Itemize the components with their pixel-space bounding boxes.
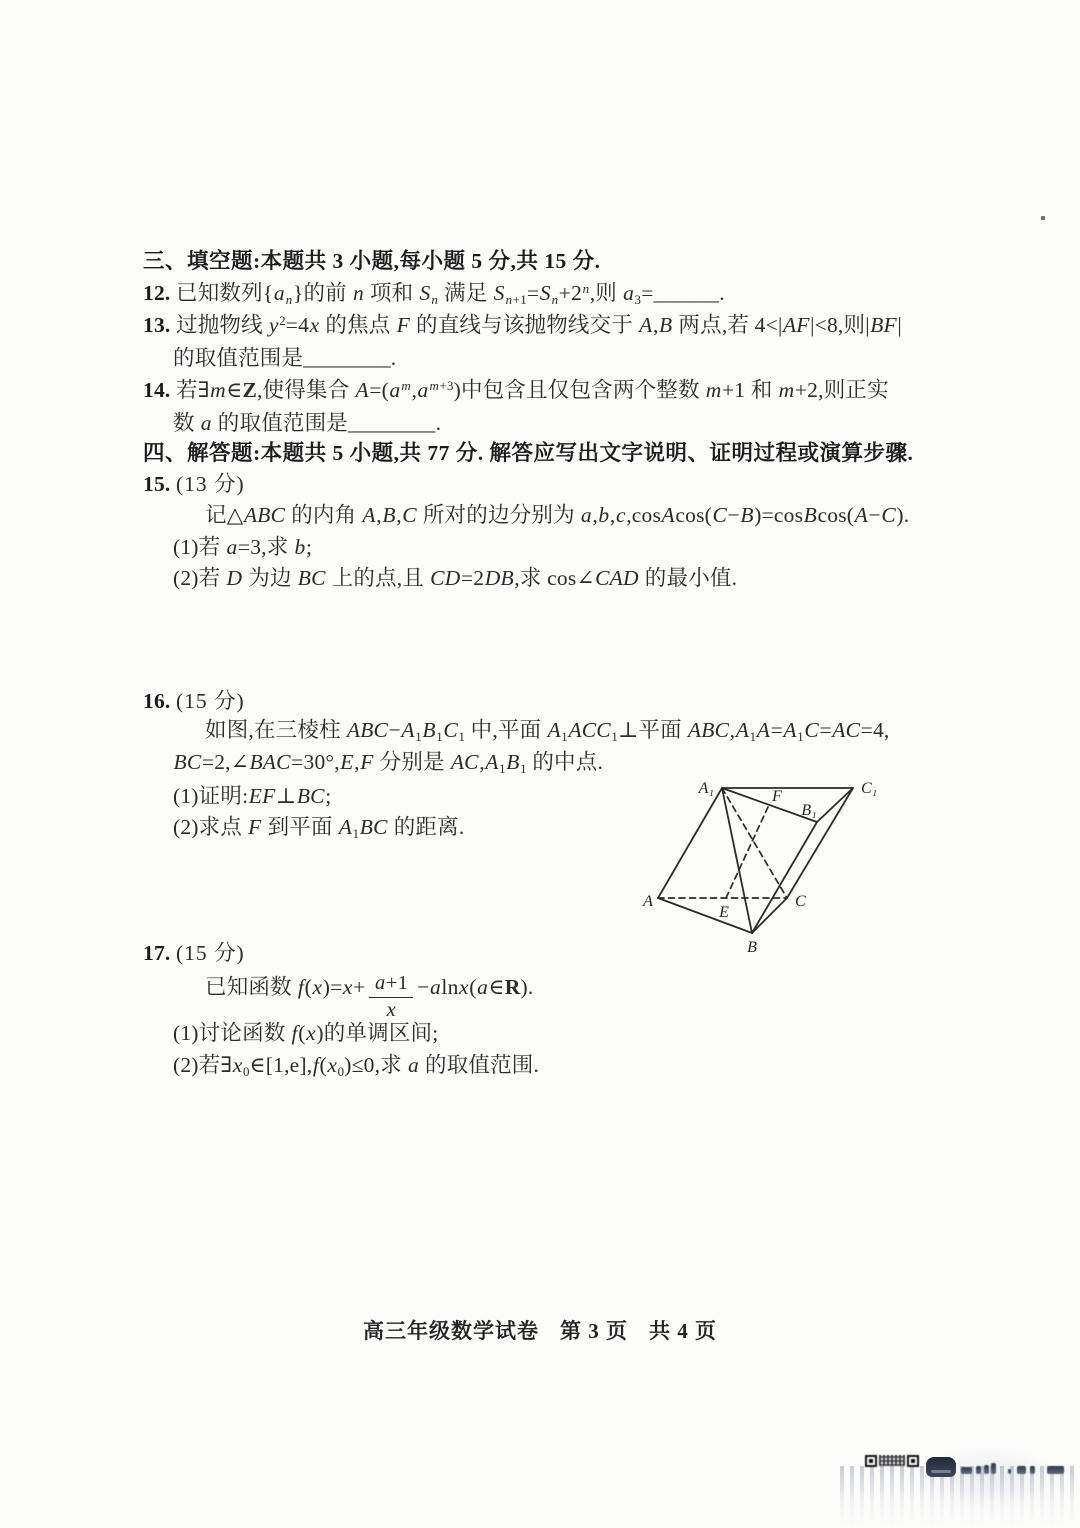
fraction	[369, 972, 413, 1022]
vertex-label-E: E	[719, 904, 729, 921]
edge-AB	[658, 898, 752, 933]
vertex-label-C1: C₁	[861, 780, 878, 797]
question-14-line-1	[143, 377, 889, 404]
question-14-line-2: 数 a 的取值范围是________.	[173, 411, 442, 435]
qr-finder-left	[865, 1455, 877, 1467]
qr-code-icon	[865, 1454, 919, 1467]
watermark-region	[840, 1430, 1080, 1528]
question-17-number: 17.	[143, 941, 171, 965]
question-13-number: 13.	[143, 313, 171, 337]
blur-mark	[1047, 1466, 1064, 1474]
question-16-part-2: (2)求点 F 到平面 $A_1BC$ 的距离.	[173, 815, 465, 841]
formula-prefix: 已知函数 f(x)=x+	[205, 975, 366, 1000]
edge-B1B	[752, 822, 817, 933]
question-15-intro: 记△ABC 的内角 A,B,C 所对的边分别为 a,b,c,cosAcos(C−B)=cosBcos(A−C).	[205, 503, 910, 527]
footer-exam-title: 高三年级数学试卷	[363, 1319, 539, 1343]
question-17-points: (15 分)	[176, 941, 245, 965]
question-15-number: 15.	[143, 472, 171, 496]
blur-mark	[1030, 1466, 1035, 1474]
edge-A1A	[658, 788, 722, 898]
question-15-part-1: (1)若 a=3,求 b;	[173, 535, 313, 559]
question-16-heading	[143, 688, 245, 715]
fraction-denominator: x	[386, 998, 396, 1021]
exam-content	[143, 0, 973, 1300]
question-12-text: 已知数列$\{a_n\}$的前 n 项和 $S_n$ 满足 $S_{n+1}=S_n+2^n$,则 $a_3=\_\_\_\_\_\_$.	[176, 281, 725, 307]
section-solutions-header: 四、解答题:本题共 5 小题,共 77 分. 解答应写出文字说明、证明过程或演算步骤.	[143, 441, 914, 465]
prism-figure	[628, 770, 898, 970]
question-17-part-1: (1)讨论函数 f(x)的单调区间;	[173, 1021, 439, 1045]
question-13-line-2: 的取值范围是________.	[173, 346, 397, 370]
question-15-points: (13 分)	[176, 472, 245, 496]
blur-mark	[961, 1467, 972, 1474]
vertex-label-B: B	[747, 939, 757, 956]
question-17-part-2: (2)若$\exists x_0\in[1,e],f(x_0)\le 0$,求 a 的取值范围.	[173, 1053, 540, 1079]
footer-page-total: 共 4 页	[649, 1319, 717, 1343]
blur-mark	[1017, 1466, 1026, 1474]
vertex-label-A: A	[643, 893, 653, 910]
question-14-number: 14.	[143, 378, 171, 402]
blur-mark	[991, 1463, 996, 1474]
question-13-text: 过抛物线 $y^2=4x$ 的焦点 F 的直线与该抛物线交于 A,B 两点,若 4<|AF|<8,则|BF|	[176, 313, 902, 337]
question-16-intro-2: BC=2,∠BAC=30°,E,F 分别是 $AC,A_1B_1$ 的中点.	[173, 750, 604, 776]
question-16-intro-1: 如图,在三棱柱 $ABC-A_1B_1C_1$ 中,平面 $A_1ACC_1\perp$平面 $ABC,A_1A=A_1C=AC=4$,	[205, 718, 890, 744]
question-15-heading	[143, 471, 245, 498]
fraction-numerator: a+1	[369, 972, 413, 998]
question-15-part-2: (2)若 D 为边 BC 上的点,且 CD=2DB,求 cos∠CAD 的最小值.	[173, 566, 738, 590]
blur-mark	[984, 1465, 989, 1474]
question-13-line-1	[143, 312, 902, 339]
blur-mark	[1008, 1469, 1011, 1474]
section-fill-in-header: 三、填空题:本题共 3 小题,每小题 5 分,共 15 分.	[143, 249, 601, 273]
paper-speck	[1041, 216, 1045, 220]
vertex-label-C: C	[795, 893, 806, 910]
qr-finder-dot	[869, 1459, 873, 1463]
vertex-label-F: F	[772, 788, 782, 805]
blurred-text-marks	[961, 1460, 1071, 1474]
formula-suffix: −alnx(a∈R).	[417, 975, 534, 1000]
publisher-logo-icon	[926, 1457, 956, 1477]
question-16-points: (15 分)	[176, 689, 245, 713]
footer-page-number: 第 3 页	[560, 1319, 628, 1343]
edge-CC1	[787, 788, 853, 898]
page-footer	[363, 1315, 717, 1345]
qr-finder-dot	[911, 1459, 915, 1463]
question-12-number: 12.	[143, 281, 171, 305]
question-16-number: 16.	[143, 689, 171, 713]
edge-EF-dashed	[726, 807, 768, 898]
vertex-label-A1: A₁	[698, 780, 714, 797]
question-16-part-1: (1)证明:EF⊥BC;	[173, 784, 332, 808]
question-17-heading	[143, 940, 245, 967]
question-17-formula	[205, 972, 533, 1022]
blur-mark	[976, 1466, 981, 1474]
question-14-text: 若∃m∈Z,使得集合 $A=(a^m,a^{m+3})$中包含且仅包含两个整数 m+1 和 m+2,则正实	[176, 378, 889, 402]
qr-finder-right	[907, 1455, 919, 1467]
reflection-fade	[840, 1466, 1080, 1528]
question-12	[143, 280, 725, 307]
vertex-label-B1: B₁	[801, 802, 817, 819]
qr-noise	[879, 1455, 905, 1466]
